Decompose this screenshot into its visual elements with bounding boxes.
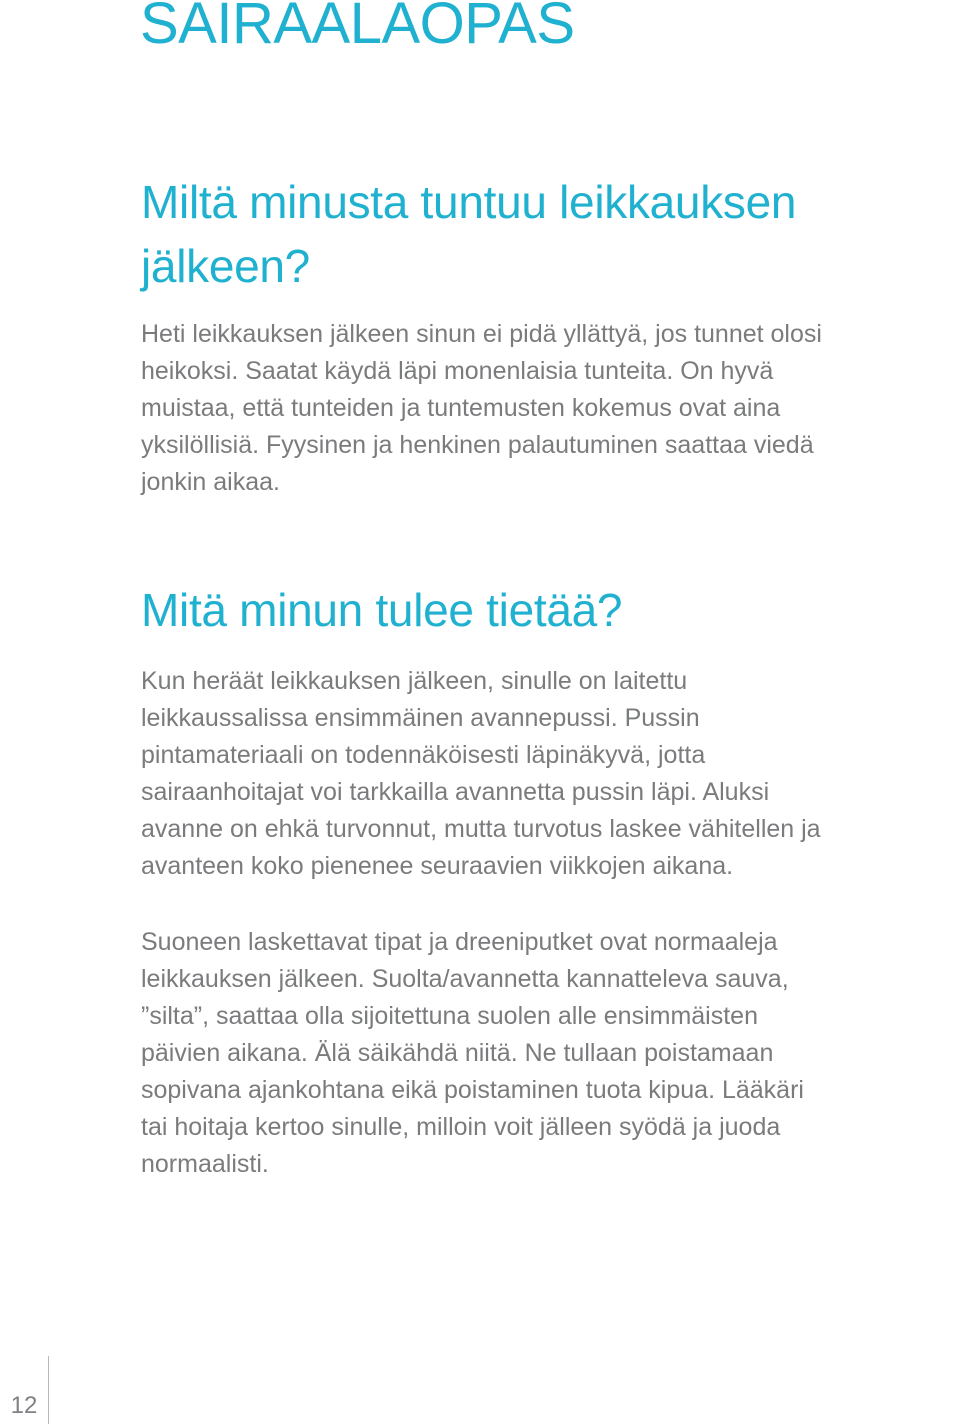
paragraph-stoma-bag — [141, 663, 956, 885]
text-line: leikkaussalissa ensimmäinen avannepussi. Pussin — [141, 704, 700, 732]
text-line: Suoneen laskettavat tipat ja dreeniputket ovat normaaleja — [141, 928, 778, 956]
page-number-divider — [48, 1356, 49, 1424]
text-line: heikoksi. Saatat käydä läpi monenlaisia tunteita. On hyvä — [141, 357, 774, 385]
text-line: ”silta”, saattaa olla sijoitettuna suolen alle ensimmäisten — [141, 1002, 758, 1030]
text-line: jonkin aikaa. — [141, 468, 280, 496]
page-number: 12 — [10, 1392, 38, 1419]
text-line: pintamateriaali on todennäköisesti läpinäkyvä, jotta — [141, 741, 706, 769]
text-line: muistaa, että tunteiden ja tuntemusten kokemus ovat aina — [141, 394, 781, 422]
text-line: normaalisti. — [141, 1150, 269, 1178]
text-line: avanne on ehkä turvonnut, mutta turvotus laskee vähitellen ja — [141, 815, 821, 843]
heading-line: jälkeen? — [141, 240, 310, 292]
text-line: leikkauksen jälkeen. Suolta/avannetta kannatteleva sauva, — [141, 965, 789, 993]
paragraph-drips-and-drains — [141, 924, 956, 1183]
text-line: sopivana ajankohtana eikä poistaminen tuota kipua. Lääkäri — [141, 1076, 804, 1104]
section-heading-what-to-know: Mitä minun tulee tietää? — [141, 584, 623, 636]
section-heading-feelings — [141, 170, 951, 298]
text-line: Heti leikkauksen jälkeen sinun ei pidä yllättyä, jos tunnet olosi — [141, 320, 822, 348]
text-line: Kun heräät leikkauksen jälkeen, sinulle on laitettu — [141, 667, 688, 695]
text-line: sairaanhoitajat voi tarkkailla avannetta pussin läpi. Aluksi — [141, 778, 770, 806]
paragraph-feelings — [141, 316, 956, 501]
heading-line: Miltä minusta tuntuu leikkauksen — [141, 176, 797, 228]
text-line: päivien aikana. Älä säikähdä niitä. Ne tullaan poistamaan — [141, 1039, 774, 1067]
text-line: yksilöllisiä. Fyysinen ja henkinen palautuminen saattaa viedä — [141, 431, 814, 459]
document-title: SAIRAALAOPAS — [140, 0, 575, 56]
text-line: avanteen koko pienenee seuraavien viikkojen aikana. — [141, 852, 734, 880]
text-line: tai hoitaja kertoo sinulle, milloin voit jälleen syödä ja juoda — [141, 1113, 781, 1141]
